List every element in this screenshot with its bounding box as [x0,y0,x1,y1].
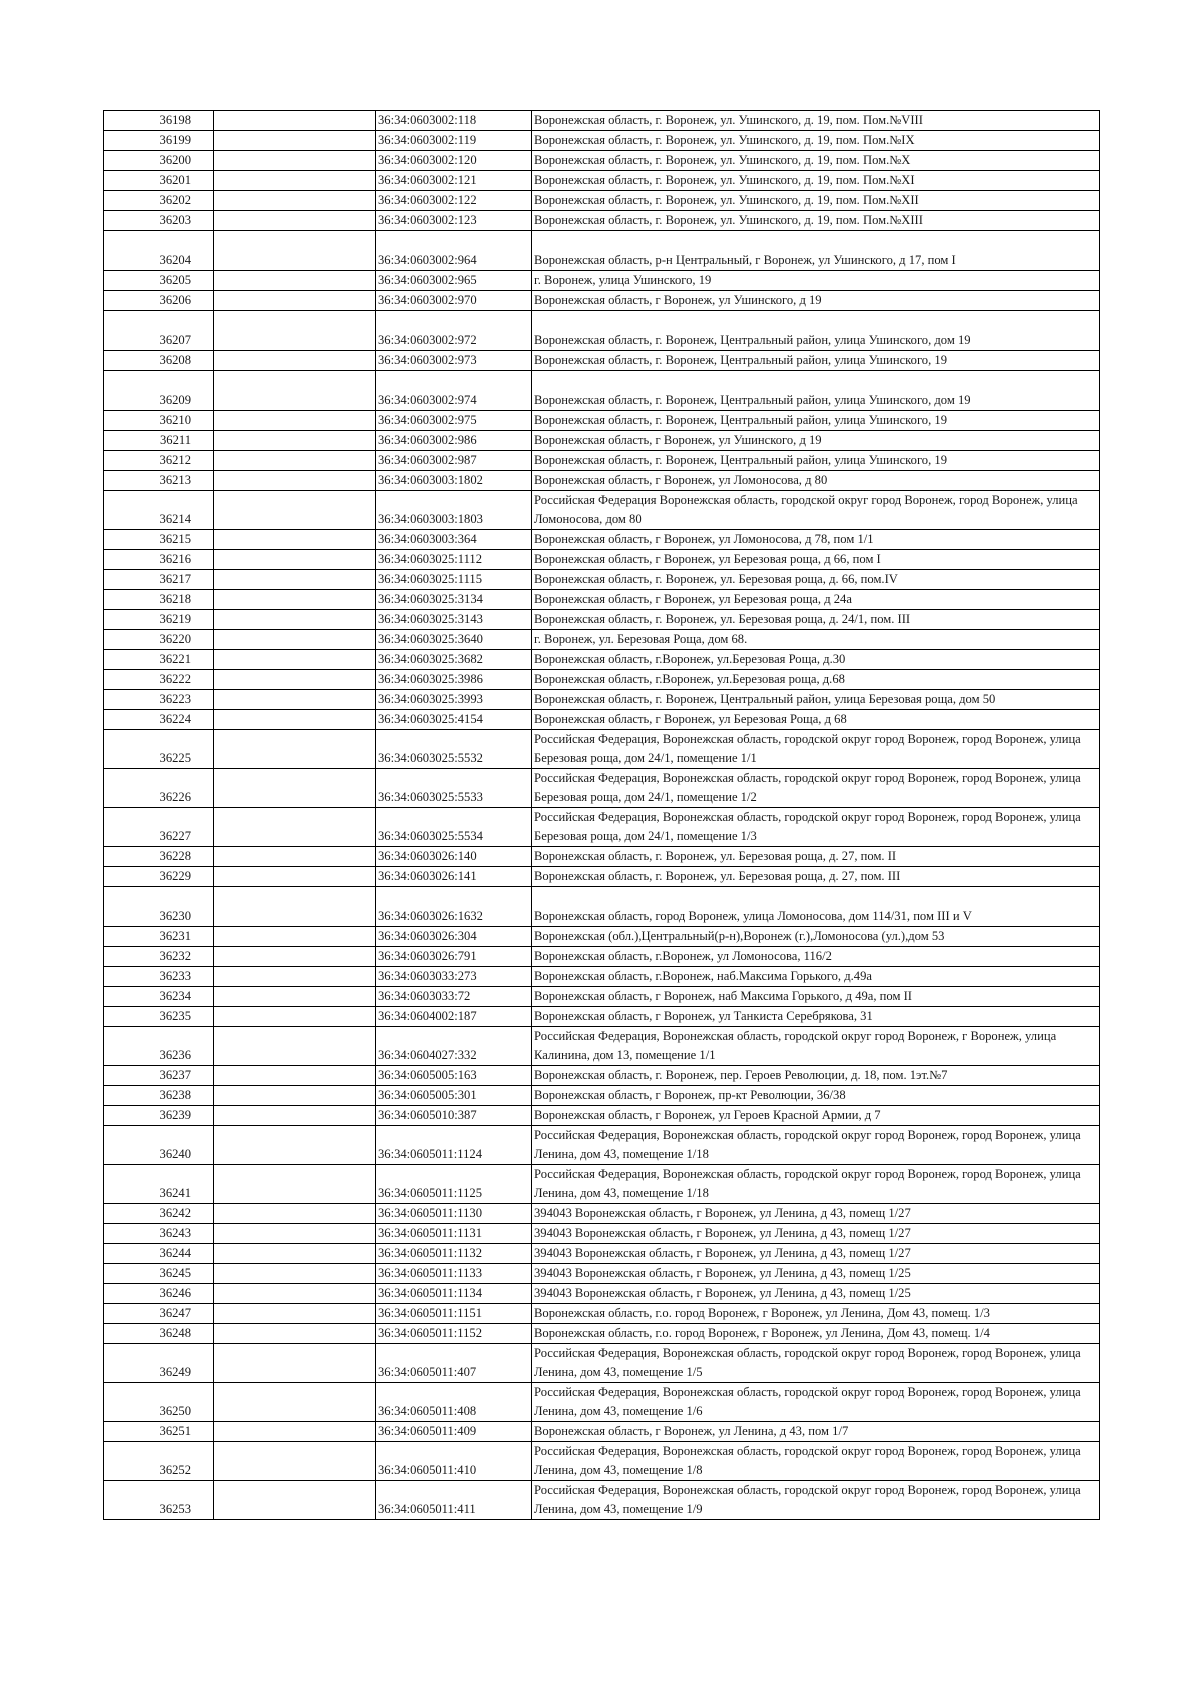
row-number: 36239 [104,1106,214,1126]
row-number: 36246 [104,1284,214,1304]
empty-cell [214,847,376,867]
cadastral-number: 36:34:0603026:791 [376,947,532,967]
table-row [104,650,1100,670]
row-number: 36213 [104,471,214,491]
cadastral-number: 36:34:0603002:118 [376,111,532,131]
cadastral-number: 36:34:0603025:5533 [376,769,532,808]
row-number: 36247 [104,1304,214,1324]
empty-cell [214,987,376,1007]
address: Воронежская область, г Воронеж, ул Танкиста Серебрякова, 31 [532,1007,1100,1027]
empty-cell [214,1264,376,1284]
cadastral-number: 36:34:0603025:5534 [376,808,532,847]
empty-cell [214,411,376,431]
row-number: 36222 [104,670,214,690]
address: Российская Федерация, Воронежская область, городской округ город Воронеж, город Воронеж, улица Березовая роща, дом 24/1, помещение 1/3 [532,808,1100,847]
cadastral-number: 36:34:0604002:187 [376,1007,532,1027]
table-row [104,411,1100,431]
row-number: 36208 [104,351,214,371]
row-number: 36215 [104,530,214,550]
table-row [104,471,1100,491]
empty-cell [214,530,376,550]
address: Воронежская область, г Воронеж, ул Ленина, д 43, пом 1/7 [532,1422,1100,1442]
cadastral-number: 36:34:0603025:3986 [376,670,532,690]
address: Воронежская область, г. Воронеж, Центральный район, улица Ушинского, 19 [532,351,1100,371]
cadastral-number: 36:34:0603033:72 [376,987,532,1007]
empty-cell [214,351,376,371]
cadastral-number: 36:34:0605011:411 [376,1481,532,1520]
cadastral-number: 36:34:0603002:972 [376,311,532,351]
cadastral-number: 36:34:0603025:3134 [376,590,532,610]
table-row [104,1324,1100,1344]
cadastral-number: 36:34:0605005:163 [376,1066,532,1086]
empty-cell [214,371,376,411]
cadastral-number: 36:34:0603002:987 [376,451,532,471]
address: 394043 Воронежская область, г Воронеж, ул Ленина, д 43, помещ 1/27 [532,1204,1100,1224]
cadastral-number: 36:34:0605005:301 [376,1086,532,1106]
row-number: 36232 [104,947,214,967]
cadastral-number: 36:34:0603003:364 [376,530,532,550]
row-number: 36249 [104,1344,214,1383]
table-row [104,769,1100,808]
empty-cell [214,650,376,670]
row-number: 36210 [104,411,214,431]
address: Воронежская область, г. Воронеж, ул. Ушинского, д. 19, пом. Пом.№XIII [532,211,1100,231]
row-number: 36225 [104,730,214,769]
table-row [104,1304,1100,1324]
address: Воронежская область, г Воронеж, ул Ушинского, д 19 [532,291,1100,311]
row-number: 36243 [104,1224,214,1244]
row-number: 36238 [104,1086,214,1106]
empty-cell [214,630,376,650]
cadastral-number: 36:34:0603003:1803 [376,491,532,530]
address: Воронежская область, город Воронеж, улица Ломоносова, дом 114/31, пом III и V [532,887,1100,927]
address: Воронежская область, г Воронеж, ул Березовая роща, д 24а [532,590,1100,610]
address: 394043 Воронежская область, г Воронеж, ул Ленина, д 43, помещ 1/25 [532,1264,1100,1284]
cadastral-number: 36:34:0605011:1133 [376,1264,532,1284]
cadastral-number: 36:34:0603026:1632 [376,887,532,927]
address: Российская Федерация, Воронежская область, городской округ город Воронеж, город Воронеж, улица Ленина, дом 43, помещение 1/18 [532,1165,1100,1204]
empty-cell [214,1422,376,1442]
row-number: 36212 [104,451,214,471]
table-row [104,1481,1100,1520]
row-number: 36218 [104,590,214,610]
empty-cell [214,1007,376,1027]
address: Воронежская область, г Воронеж, ул Березовая Роща, д 68 [532,710,1100,730]
empty-cell [214,231,376,271]
address: Воронежская область, г.Воронеж, ул.Березовая роща, д.68 [532,670,1100,690]
cadastral-number: 36:34:0603025:1115 [376,570,532,590]
empty-cell [214,610,376,630]
empty-cell [214,947,376,967]
address: Воронежская область, г. Воронеж, Центральный район, улица Ушинского, 19 [532,451,1100,471]
cadastral-number: 36:34:0603002:964 [376,231,532,271]
cadastral-number: 36:34:0605011:1134 [376,1284,532,1304]
empty-cell [214,867,376,887]
cadastral-number: 36:34:0603002:975 [376,411,532,431]
cadastral-number: 36:34:0603003:1802 [376,471,532,491]
address: Воронежская область, г. Воронеж, Центральный район, улица Березовая роща, дом 50 [532,690,1100,710]
table-row [104,191,1100,211]
table-row [104,111,1100,131]
cadastral-number: 36:34:0605011:1132 [376,1244,532,1264]
address: Воронежская область, г Воронеж, пр-кт Революции, 36/38 [532,1086,1100,1106]
empty-cell [214,1244,376,1264]
address: Воронежская область, г. Воронеж, ул. Березовая роща, д. 27, пом. II [532,847,1100,867]
empty-cell [214,491,376,530]
address: Воронежская область, г. Воронеж, Центральный район, улица Ушинского, дом 19 [532,371,1100,411]
table-row [104,867,1100,887]
cadastral-number: 36:34:0603002:965 [376,271,532,291]
cadastral-number: 36:34:0603002:122 [376,191,532,211]
row-number: 36205 [104,271,214,291]
table-row [104,1264,1100,1284]
cadastral-number: 36:34:0605011:409 [376,1422,532,1442]
row-number: 36234 [104,987,214,1007]
empty-cell [214,1481,376,1520]
row-number: 36224 [104,710,214,730]
address: Воронежская область, г Воронеж, ул Героев Красной Армии, д 7 [532,1106,1100,1126]
cadastral-number: 36:34:0605011:1131 [376,1224,532,1244]
address: Воронежская область, г.Воронеж, наб.Максима Горького, д.49а [532,967,1100,987]
empty-cell [214,1066,376,1086]
table-row [104,710,1100,730]
table-row [104,730,1100,769]
address: Воронежская область, г. Воронеж, ул. Березовая роща, д. 24/1, пом. III [532,610,1100,630]
row-number: 36242 [104,1204,214,1224]
cadastral-number: 36:34:0605010:387 [376,1106,532,1126]
row-number: 36230 [104,887,214,927]
address: г. Воронеж, ул. Березовая Роща, дом 68. [532,630,1100,650]
cadastral-number: 36:34:0603025:3682 [376,650,532,670]
table-row [104,670,1100,690]
row-number: 36201 [104,171,214,191]
cadastral-number: 36:34:0603002:974 [376,371,532,411]
address: Воронежская область, г. Воронеж, ул. Ушинского, д. 19, пом. Пом.№XI [532,171,1100,191]
cadastral-number: 36:34:0604027:332 [376,1027,532,1066]
cadastral-number: 36:34:0603025:3640 [376,630,532,650]
empty-cell [214,1224,376,1244]
row-number: 36237 [104,1066,214,1086]
cadastral-number: 36:34:0603025:1112 [376,550,532,570]
address: Российская Федерация, Воронежская область, городской округ город Воронеж, город Воронеж, улица Ленина, дом 43, помещение 1/18 [532,1126,1100,1165]
empty-cell [214,690,376,710]
row-number: 36241 [104,1165,214,1204]
table-row [104,927,1100,947]
table-row [104,1126,1100,1165]
row-number: 36209 [104,371,214,411]
row-number: 36231 [104,927,214,947]
cadastral-number: 36:34:0603026:304 [376,927,532,947]
row-number: 36207 [104,311,214,351]
cadastral-number: 36:34:0605011:1130 [376,1204,532,1224]
cadastral-number: 36:34:0603026:141 [376,867,532,887]
row-number: 36217 [104,570,214,590]
empty-cell [214,1284,376,1304]
empty-cell [214,967,376,987]
table-row [104,351,1100,371]
empty-cell [214,1027,376,1066]
row-number: 36220 [104,630,214,650]
cadastral-number: 36:34:0605011:410 [376,1442,532,1481]
empty-cell [214,471,376,491]
row-number: 36203 [104,211,214,231]
address: Воронежская область, г. Воронеж, ул. Березовая роща, д. 66, пом.IV [532,570,1100,590]
empty-cell [214,451,376,471]
table-row [104,1066,1100,1086]
table-row [104,1106,1100,1126]
row-number: 36226 [104,769,214,808]
table-row [104,967,1100,987]
table-row [104,211,1100,231]
row-number: 36219 [104,610,214,630]
table-row [104,1383,1100,1422]
table-row [104,947,1100,967]
empty-cell [214,570,376,590]
cadastral-number: 36:34:0605011:1125 [376,1165,532,1204]
cadastral-number: 36:34:0603025:5532 [376,730,532,769]
row-number: 36216 [104,550,214,570]
address: Воронежская область, г Воронеж, наб Максима Горького, д 49а, пом II [532,987,1100,1007]
empty-cell [214,111,376,131]
empty-cell [214,730,376,769]
row-number: 36202 [104,191,214,211]
row-number: 36198 [104,111,214,131]
cadastral-number: 36:34:0603025:3143 [376,610,532,630]
table-row [104,271,1100,291]
cadastral-number: 36:34:0603002:973 [376,351,532,371]
table-row [104,451,1100,471]
empty-cell [214,670,376,690]
empty-cell [214,769,376,808]
table-row [104,311,1100,351]
address: Российская Федерация, Воронежская область, городской округ город Воронеж, г Воронеж, улица Калинина, дом 13, помещение 1/1 [532,1027,1100,1066]
address: Воронежская область, г.о. город Воронеж, г Воронеж, ул Ленина, Дом 43, помещ. 1/3 [532,1304,1100,1324]
table-row [104,590,1100,610]
table-body [104,111,1100,1520]
row-number: 36248 [104,1324,214,1344]
row-number: 36250 [104,1383,214,1422]
row-number: 36206 [104,291,214,311]
empty-cell [214,131,376,151]
table-row [104,1244,1100,1264]
table-row [104,550,1100,570]
cadastral-number: 36:34:0603002:986 [376,431,532,451]
row-number: 36221 [104,650,214,670]
row-number: 36211 [104,431,214,451]
cadastral-number: 36:34:0605011:1124 [376,1126,532,1165]
cadastral-number: 36:34:0603002:121 [376,171,532,191]
address: Воронежская область, г.Воронеж, ул Ломоносова, 116/2 [532,947,1100,967]
cadastral-number: 36:34:0603002:120 [376,151,532,171]
table-row [104,231,1100,271]
address: Воронежская область, г.о. город Воронеж, г Воронеж, ул Ленина, Дом 43, помещ. 1/4 [532,1324,1100,1344]
table-row [104,491,1100,530]
empty-cell [214,887,376,927]
empty-cell [214,1344,376,1383]
empty-cell [214,311,376,351]
address: Российская Федерация, Воронежская область, городской округ город Воронеж, город Воронеж, улица Ленина, дом 43, помещение 1/6 [532,1383,1100,1422]
table-row [104,1086,1100,1106]
empty-cell [214,1086,376,1106]
table-row [104,530,1100,550]
cadastral-number: 36:34:0603026:140 [376,847,532,867]
row-number: 36244 [104,1244,214,1264]
table-row [104,847,1100,867]
row-number: 36223 [104,690,214,710]
row-number: 36227 [104,808,214,847]
address: 394043 Воронежская область, г Воронеж, ул Ленина, д 43, помещ 1/25 [532,1284,1100,1304]
empty-cell [214,211,376,231]
address: 394043 Воронежская область, г Воронеж, ул Ленина, д 43, помещ 1/27 [532,1224,1100,1244]
table-row [104,1007,1100,1027]
address: Воронежская область, р-н Центральный, г Воронеж, ул Ушинского, д 17, пом I [532,231,1100,271]
empty-cell [214,1304,376,1324]
empty-cell [214,927,376,947]
address: Воронежская область, г. Воронеж, ул. Ушинского, д. 19, пом. Пом.№XII [532,191,1100,211]
row-number: 36245 [104,1264,214,1284]
address: Воронежская область, г Воронеж, ул Ушинского, д 19 [532,431,1100,451]
row-number: 36200 [104,151,214,171]
address: Воронежская область, г Воронеж, ул Ломоносова, д 80 [532,471,1100,491]
empty-cell [214,1165,376,1204]
row-number: 36252 [104,1442,214,1481]
address: Воронежская область, г. Воронеж, Центральный район, улица Ушинского, дом 19 [532,311,1100,351]
address: Воронежская область, г Воронеж, ул Березовая роща, д 66, пом I [532,550,1100,570]
address: Российская Федерация Воронежская область, городской округ город Воронеж, город Воронеж, улица Ломоносова, дом 80 [532,491,1100,530]
empty-cell [214,171,376,191]
row-number: 36214 [104,491,214,530]
cadastral-number: 36:34:0603025:3993 [376,690,532,710]
address: Воронежская (обл.),Центральный(р-н),Воронеж (г.),Ломоносова (ул.),дом 53 [532,927,1100,947]
address: Российская Федерация, Воронежская область, городской округ город Воронеж, город Воронеж, улица Ленина, дом 43, помещение 1/8 [532,1442,1100,1481]
cadastral-number: 36:34:0605011:1152 [376,1324,532,1344]
address: Воронежская область, г.Воронеж, ул.Березовая Роща, д.30 [532,650,1100,670]
table-row [104,1442,1100,1481]
table-row [104,1027,1100,1066]
table-row [104,1284,1100,1304]
table-row [104,291,1100,311]
row-number: 36233 [104,967,214,987]
empty-cell [214,191,376,211]
empty-cell [214,1106,376,1126]
empty-cell [214,291,376,311]
row-number: 36228 [104,847,214,867]
table-row [104,887,1100,927]
row-number: 36199 [104,131,214,151]
cadastral-number: 36:34:0603002:119 [376,131,532,151]
empty-cell [214,431,376,451]
cadastral-number: 36:34:0603002:970 [376,291,532,311]
row-number: 36240 [104,1126,214,1165]
table-row [104,1224,1100,1244]
cadastral-number: 36:34:0605011:407 [376,1344,532,1383]
empty-cell [214,151,376,171]
table-row [104,610,1100,630]
row-number: 36236 [104,1027,214,1066]
address: г. Воронеж, улица Ушинского, 19 [532,271,1100,291]
address: Воронежская область, г. Воронеж, ул. Ушинского, д. 19, пом. Пом.№VIII [532,111,1100,131]
table-row [104,987,1100,1007]
empty-cell [214,1204,376,1224]
empty-cell [214,1126,376,1165]
table-row [104,630,1100,650]
address: Российская Федерация, Воронежская область, городской округ город Воронеж, город Воронеж, улица Березовая роща, дом 24/1, помещение 1/1 [532,730,1100,769]
table-row [104,371,1100,411]
row-number: 36251 [104,1422,214,1442]
cadastral-number: 36:34:0603002:123 [376,211,532,231]
cadastral-number: 36:34:0605011:1151 [376,1304,532,1324]
address: Воронежская область, г Воронеж, ул Ломоносова, д 78, пом 1/1 [532,530,1100,550]
table-row [104,1422,1100,1442]
empty-cell [214,710,376,730]
cadastral-number: 36:34:0603025:4154 [376,710,532,730]
address: Воронежская область, г. Воронеж, ул. Ушинского, д. 19, пом. Пом.№X [532,151,1100,171]
address: Воронежская область, г. Воронеж, пер. Героев Революции, д. 18, пом. 1эт.№7 [532,1066,1100,1086]
table-row [104,431,1100,451]
table-row [104,171,1100,191]
address: Воронежская область, г. Воронеж, ул. Березовая роща, д. 27, пом. III [532,867,1100,887]
empty-cell [214,1383,376,1422]
address: Российская Федерация, Воронежская область, городской округ город Воронеж, город Воронеж, улица Березовая роща, дом 24/1, помещение 1/2 [532,769,1100,808]
address: Воронежская область, г. Воронеж, Центральный район, улица Ушинского, 19 [532,411,1100,431]
empty-cell [214,1442,376,1481]
cadastral-number: 36:34:0605011:408 [376,1383,532,1422]
empty-cell [214,550,376,570]
empty-cell [214,590,376,610]
row-number: 36235 [104,1007,214,1027]
table-row [104,131,1100,151]
address: 394043 Воронежская область, г Воронеж, ул Ленина, д 43, помещ 1/27 [532,1244,1100,1264]
table-row [104,690,1100,710]
empty-cell [214,808,376,847]
empty-cell [214,271,376,291]
row-number: 36229 [104,867,214,887]
table-row [104,1344,1100,1383]
table-row [104,1204,1100,1224]
address: Российская Федерация, Воронежская область, городской округ город Воронеж, город Воронеж, улица Ленина, дом 43, помещение 1/9 [532,1481,1100,1520]
cadastral-table [103,110,1100,1520]
table-row [104,570,1100,590]
cadastral-number: 36:34:0603033:273 [376,967,532,987]
table-row [104,1165,1100,1204]
row-number: 36253 [104,1481,214,1520]
table-row [104,808,1100,847]
empty-cell [214,1324,376,1344]
address: Российская Федерация, Воронежская область, городской округ город Воронеж, город Воронеж, улица Ленина, дом 43, помещение 1/5 [532,1344,1100,1383]
table-row [104,151,1100,171]
row-number: 36204 [104,231,214,271]
address: Воронежская область, г. Воронеж, ул. Ушинского, д. 19, пом. Пом.№IX [532,131,1100,151]
